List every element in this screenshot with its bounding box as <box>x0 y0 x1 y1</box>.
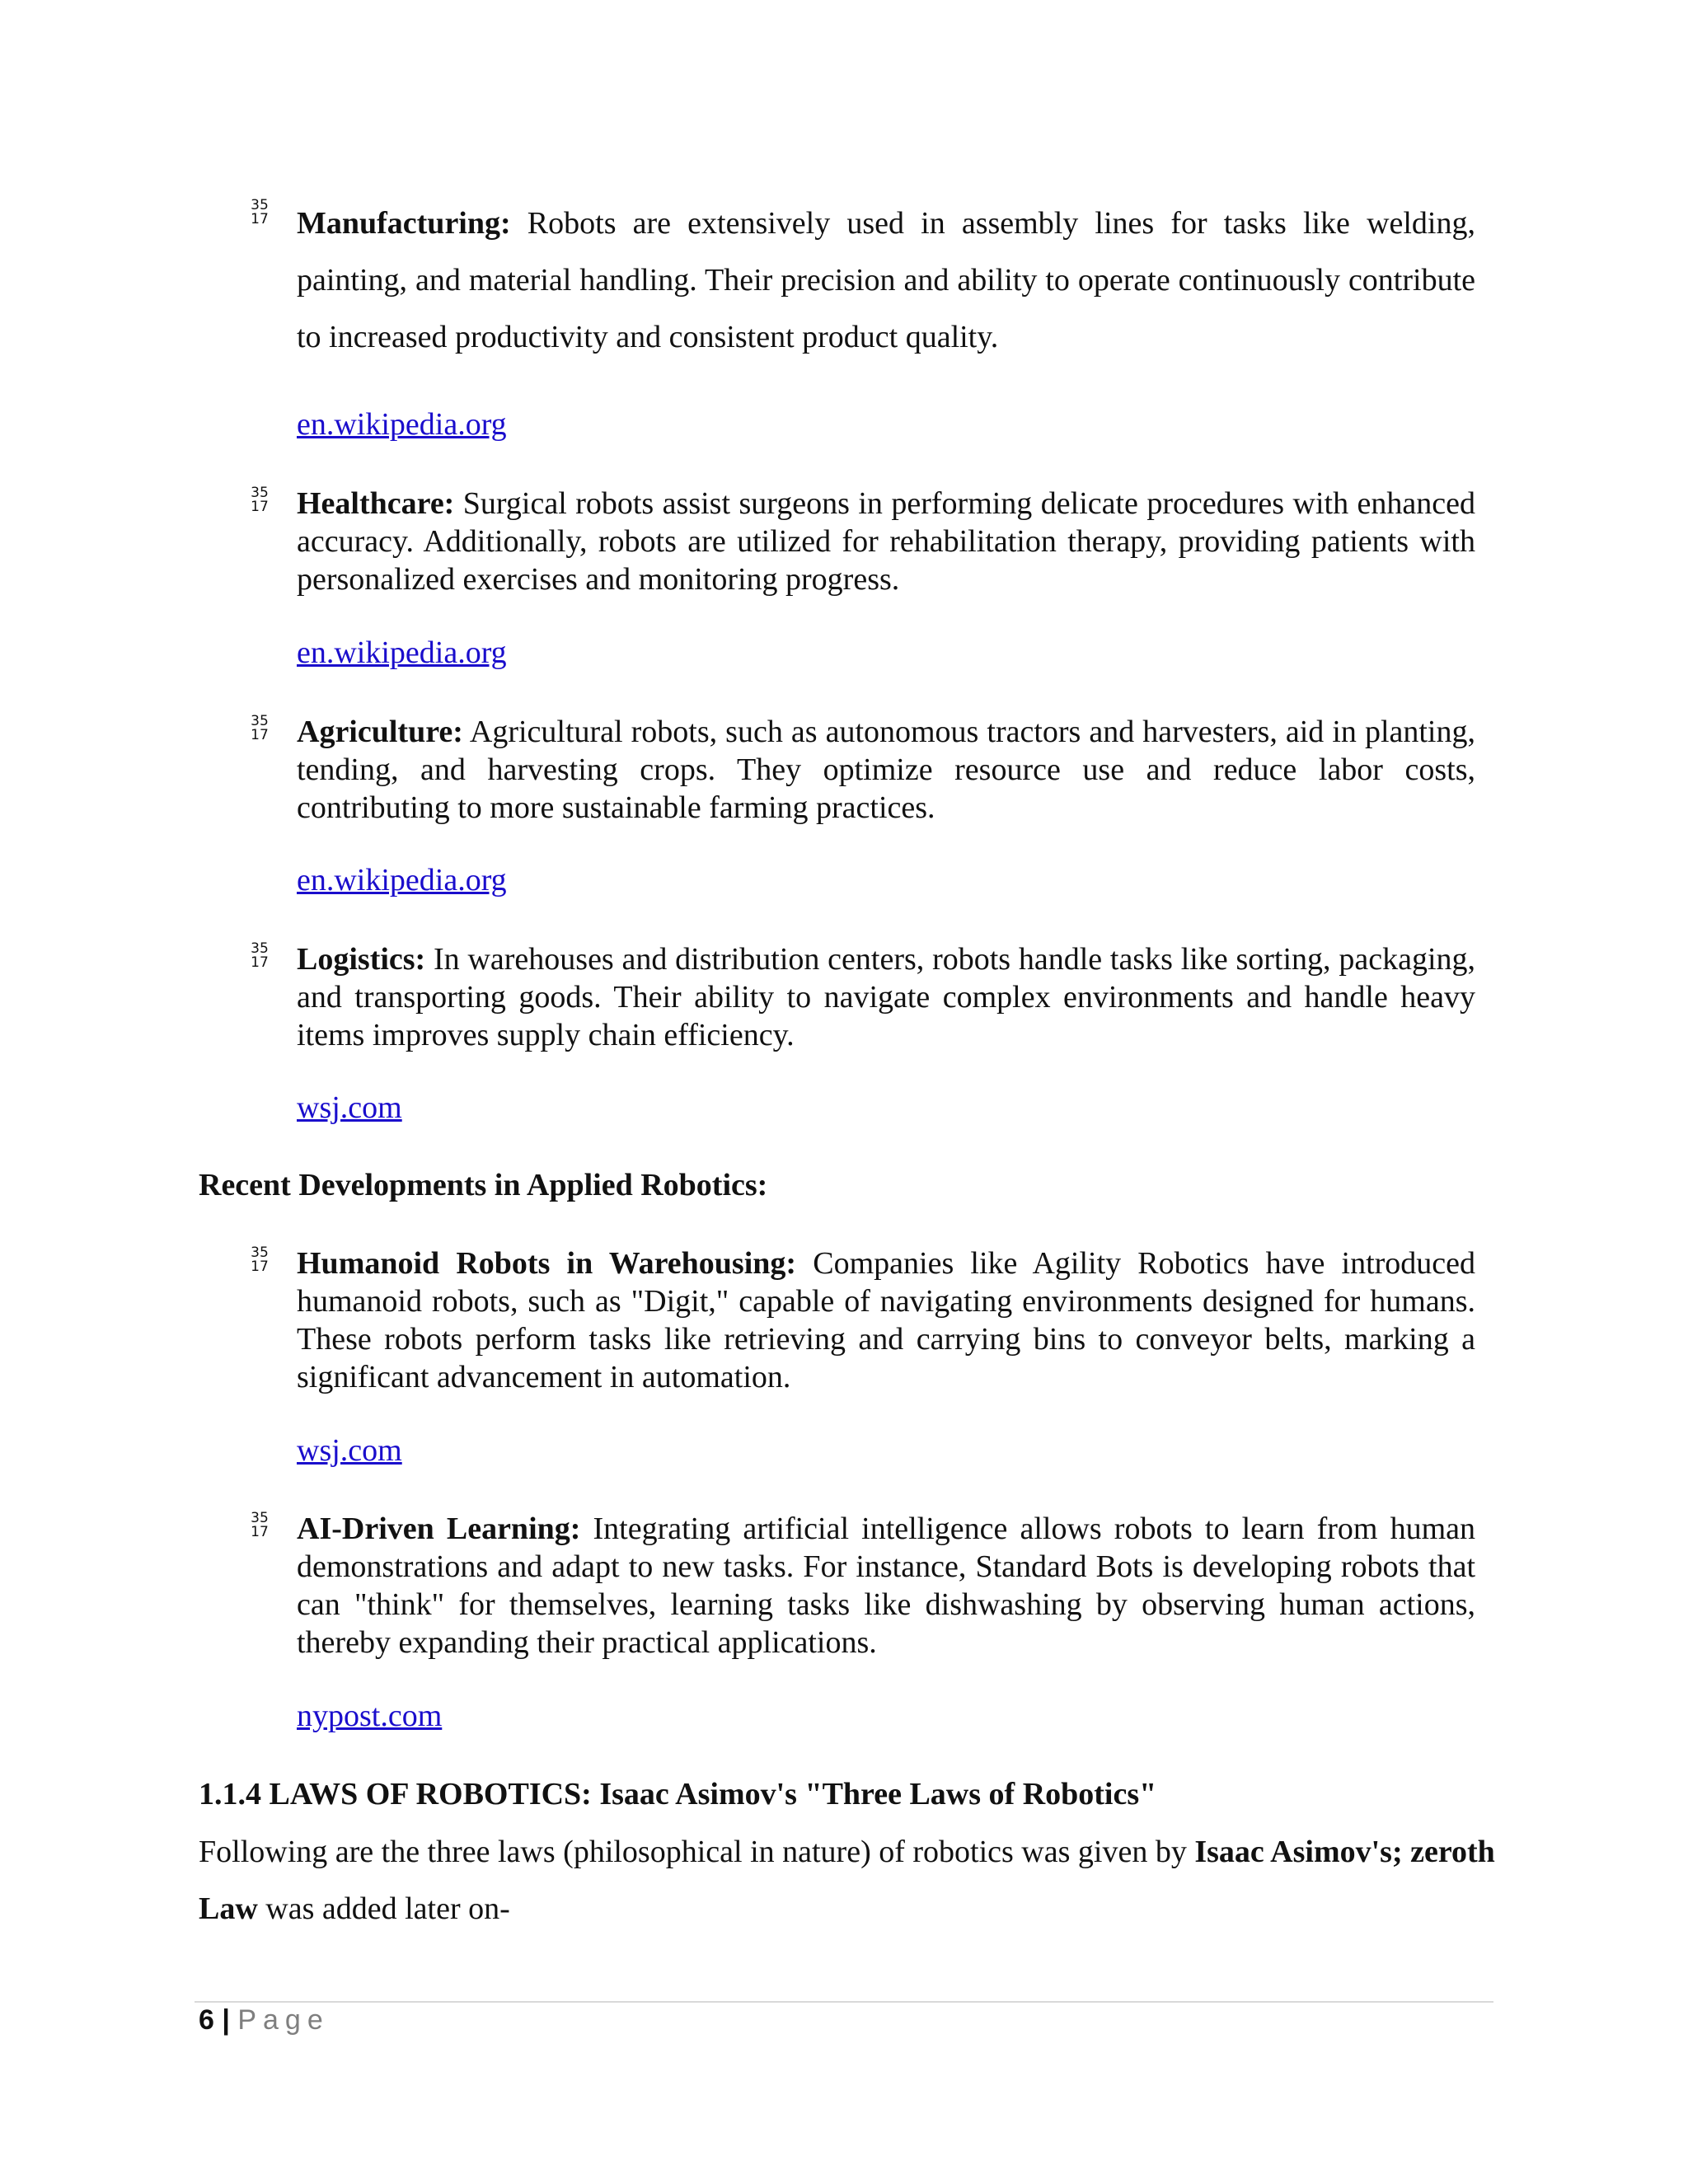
bullet-icon: 35 17 <box>251 1510 269 1540</box>
laws-paragraph <box>199 1824 1501 1938</box>
source-link[interactable]: en.wikipedia.org <box>297 407 507 442</box>
section-heading: Recent Developments in Applied Robotics: <box>199 1168 768 1202</box>
source-link[interactable]: en.wikipedia.org <box>297 863 507 898</box>
source-link[interactable]: wsj.com <box>297 1433 402 1468</box>
list-item <box>251 940 1475 1054</box>
bullet-icon: 35 17 <box>251 485 269 515</box>
item-term: Logistics: <box>297 942 426 977</box>
list-item <box>251 485 1475 598</box>
page-footer <box>199 2004 330 2036</box>
laws-heading: 1.1.4 LAWS OF ROBOTICS: Isaac Asimov's "Three Laws of Robotics" <box>199 1777 1157 1811</box>
list-item <box>251 713 1475 827</box>
bullet-icon: 35 17 <box>251 197 269 227</box>
laws-bold-text: Isaac Asimov's; zeroth Law <box>199 1835 1495 1926</box>
list-item <box>251 195 1475 366</box>
bullet-icon: 35 17 <box>251 940 269 971</box>
item-text: Surgical robots assist surgeons in performing delicate procedures with enhanced accuracy. Additionally, robots are utilized for rehabilitation therapy, providing patients with personalized exercises and monitoring progress. <box>297 486 1475 597</box>
footer-divider <box>195 2001 1493 2003</box>
item-text: Robots are extensively used in assembly lines for tasks like welding, painting, and material handling. Their precision and ability to operate continuously contribute to increased productivity and consistent product quality. <box>297 206 1475 354</box>
item-term: Manufacturing: <box>297 206 511 241</box>
item-term: Healthcare: <box>297 486 455 521</box>
item-term: Agriculture: <box>297 715 463 749</box>
bullet-icon: 35 17 <box>251 1244 269 1275</box>
source-link[interactable]: en.wikipedia.org <box>297 635 507 670</box>
laws-text: Following are the three laws (philosophical in nature) of robotics was given by <box>199 1835 1195 1869</box>
item-term: AI-Driven Learning: <box>297 1511 581 1546</box>
item-text: Agricultural robots, such as autonomous tractors and harvesters, aid in planting, tending, and harvesting crops. They optimize resource use and reduce labor costs, contributing to more sustainable farming practices. <box>297 715 1475 825</box>
list-item <box>251 1510 1476 1661</box>
list-item <box>251 1244 1476 1396</box>
source-link[interactable]: nypost.com <box>297 1699 443 1733</box>
item-term: Humanoid Robots in Warehousing: <box>297 1246 797 1281</box>
page-label: Page <box>237 2004 330 2036</box>
footer-separator: | <box>222 2004 230 2036</box>
source-link[interactable]: wsj.com <box>297 1090 402 1125</box>
item-text: In warehouses and distribution centers, robots handle tasks like sorting, packaging, and transporting goods. Their ability to navigate complex environments and handle heavy items improves supply chain efficiency. <box>297 942 1475 1052</box>
page-number: 6 <box>199 2004 214 2036</box>
item-text: Integrating artificial intelligence allows robots to learn from human demonstrations and adapt to new tasks. For instance, Standard Bots is developing robots that can "think" for themselves, learning tasks like dishwashing by observing human actions, thereby expanding their practical applications. <box>297 1511 1476 1660</box>
bullet-icon: 35 17 <box>251 713 269 743</box>
laws-text-end: was added later on- <box>257 1891 510 1926</box>
item-text: Companies like Agility Robotics have introduced humanoid robots, such as "Digit," capable of navigating environments designed for humans. These robots perform tasks like retrieving and carrying bins to conveyor belts, marking a significant advancement in automation. <box>297 1246 1476 1394</box>
